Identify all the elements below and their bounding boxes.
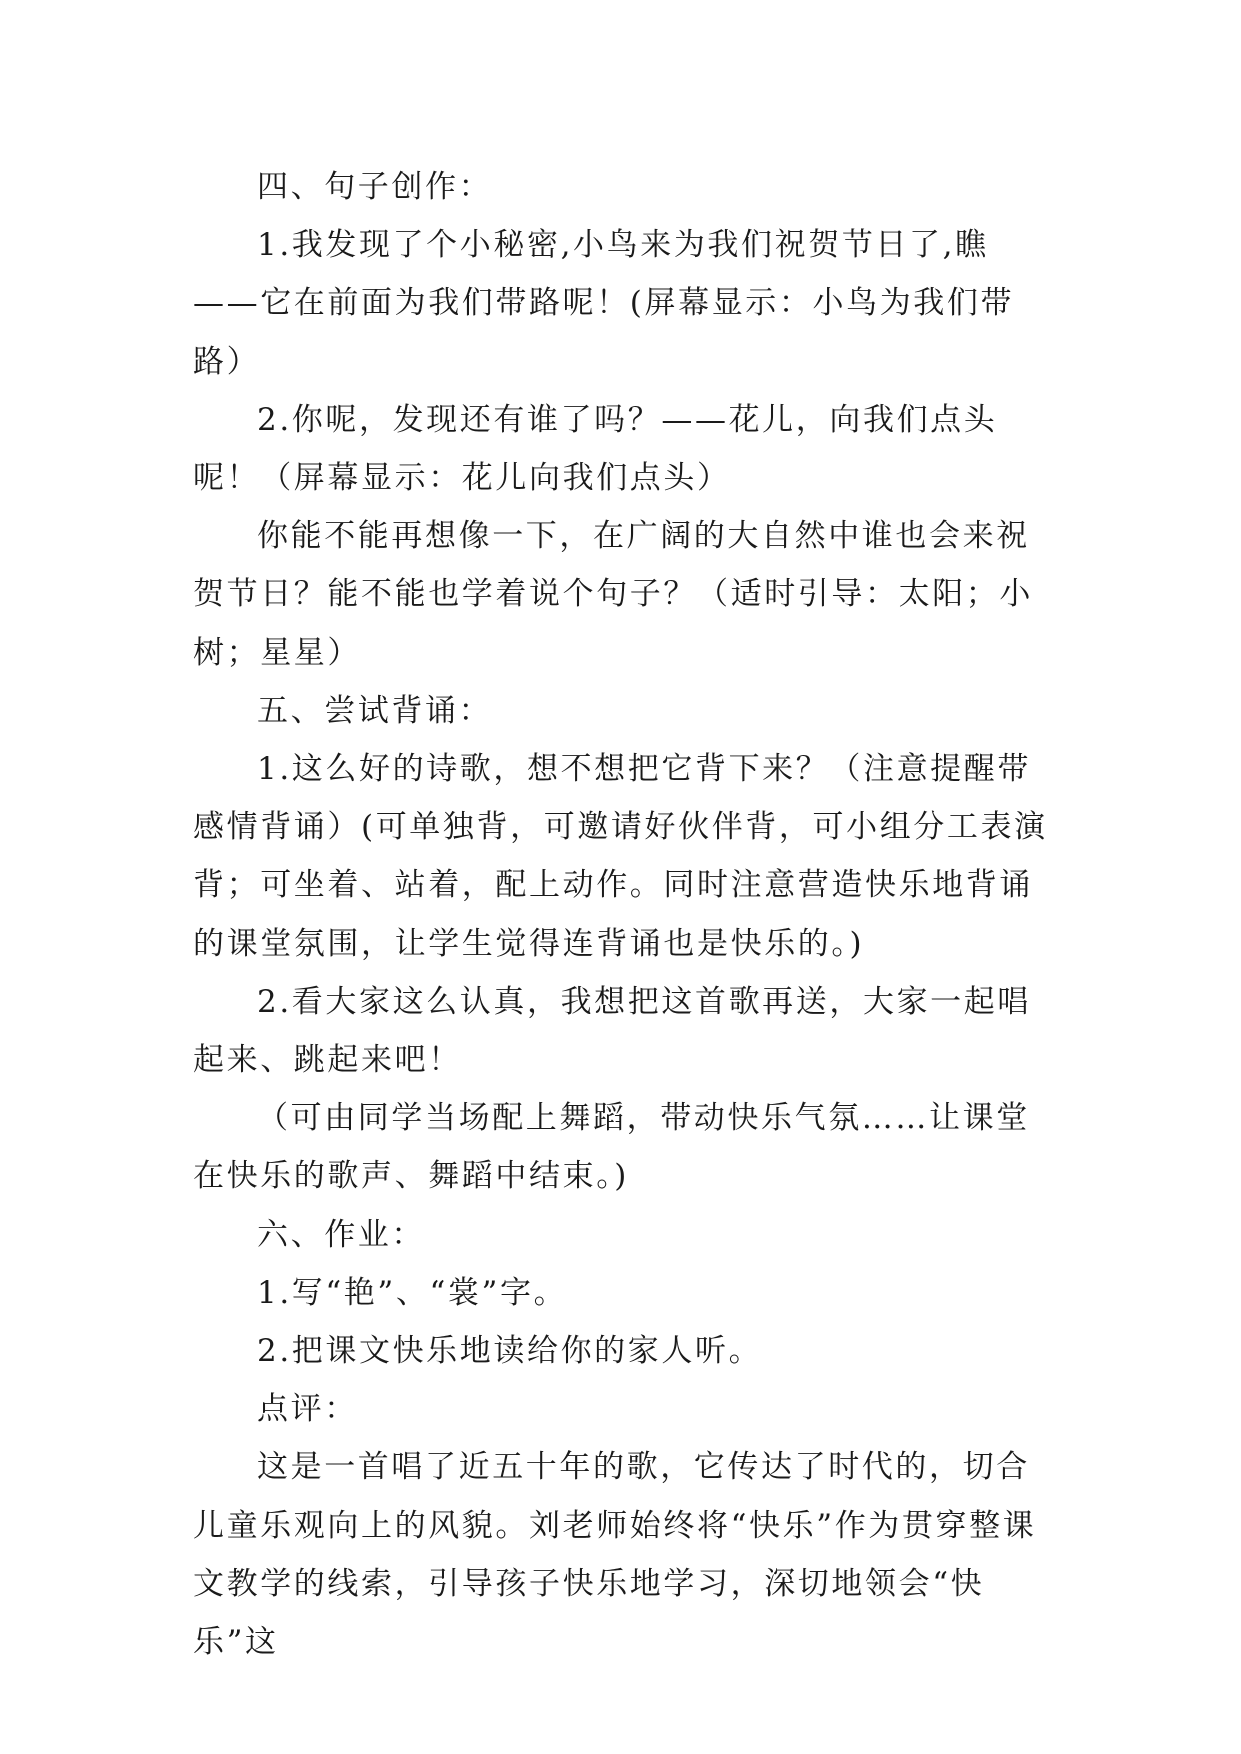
paragraph-item-1: 1.我发现了个小秘密,小鸟来为我们祝贺节日了,瞧——它在前面为我们带路呢！(屏幕显示：小鸟为我们带路） (193, 227, 1015, 380)
heading-recitation: 五、尝试背诵： (257, 692, 493, 729)
paragraph-recite-1: 1.这么好的诗歌，想不想把它背下来？（注意提醒带感情背诵）(可单独背，可邀请好伙伴背，可小组分工表演背；可坐着、站着，配上动作。同时注意营造快乐地背诵的课堂氛围，让学生觉得连背诵也是快乐的。) (193, 751, 1048, 962)
paragraph-recite-2: 2.看大家这么认真，我想把这首歌再送，大家一起唱起来、跳起来吧！ (193, 983, 1031, 1079)
paragraph-dance-note: （可由同学当场配上舞蹈，带动快乐气氛……让课堂在快乐的歌声、舞蹈中结束。) (193, 1100, 1030, 1195)
paragraph-homework-1: 1.写“艳”、“裳”字。 (257, 1274, 568, 1311)
paragraph-imagine: 你能不能再想像一下，在广阔的大自然中谁也会来祝贺节日？能不能也学着说个句子？（适时引导：太阳；小树；星星） (193, 518, 1033, 671)
paragraph-homework-2: 2.把课文快乐地读给你的家人听。 (257, 1333, 763, 1370)
document-body (193, 158, 1055, 1671)
paragraph-comment: 这是一首唱了近五十年的歌，它传达了时代的，切合儿童乐观向上的风貌。刘老师始终将“快乐”作为贯穿整课文教学的线索，引导孩子快乐地学习，深切地领会“快乐”这 (193, 1449, 1037, 1661)
heading-comment: 点评： (257, 1391, 358, 1428)
heading-homework: 六、作业： (257, 1216, 425, 1253)
heading-sentence-creation: 四、句子创作： (257, 169, 493, 205)
paragraph-item-2: 2.你呢，发现还有谁了吗？——花儿，向我们点头呢！（屏幕显示：花儿向我们点头） (193, 401, 998, 497)
